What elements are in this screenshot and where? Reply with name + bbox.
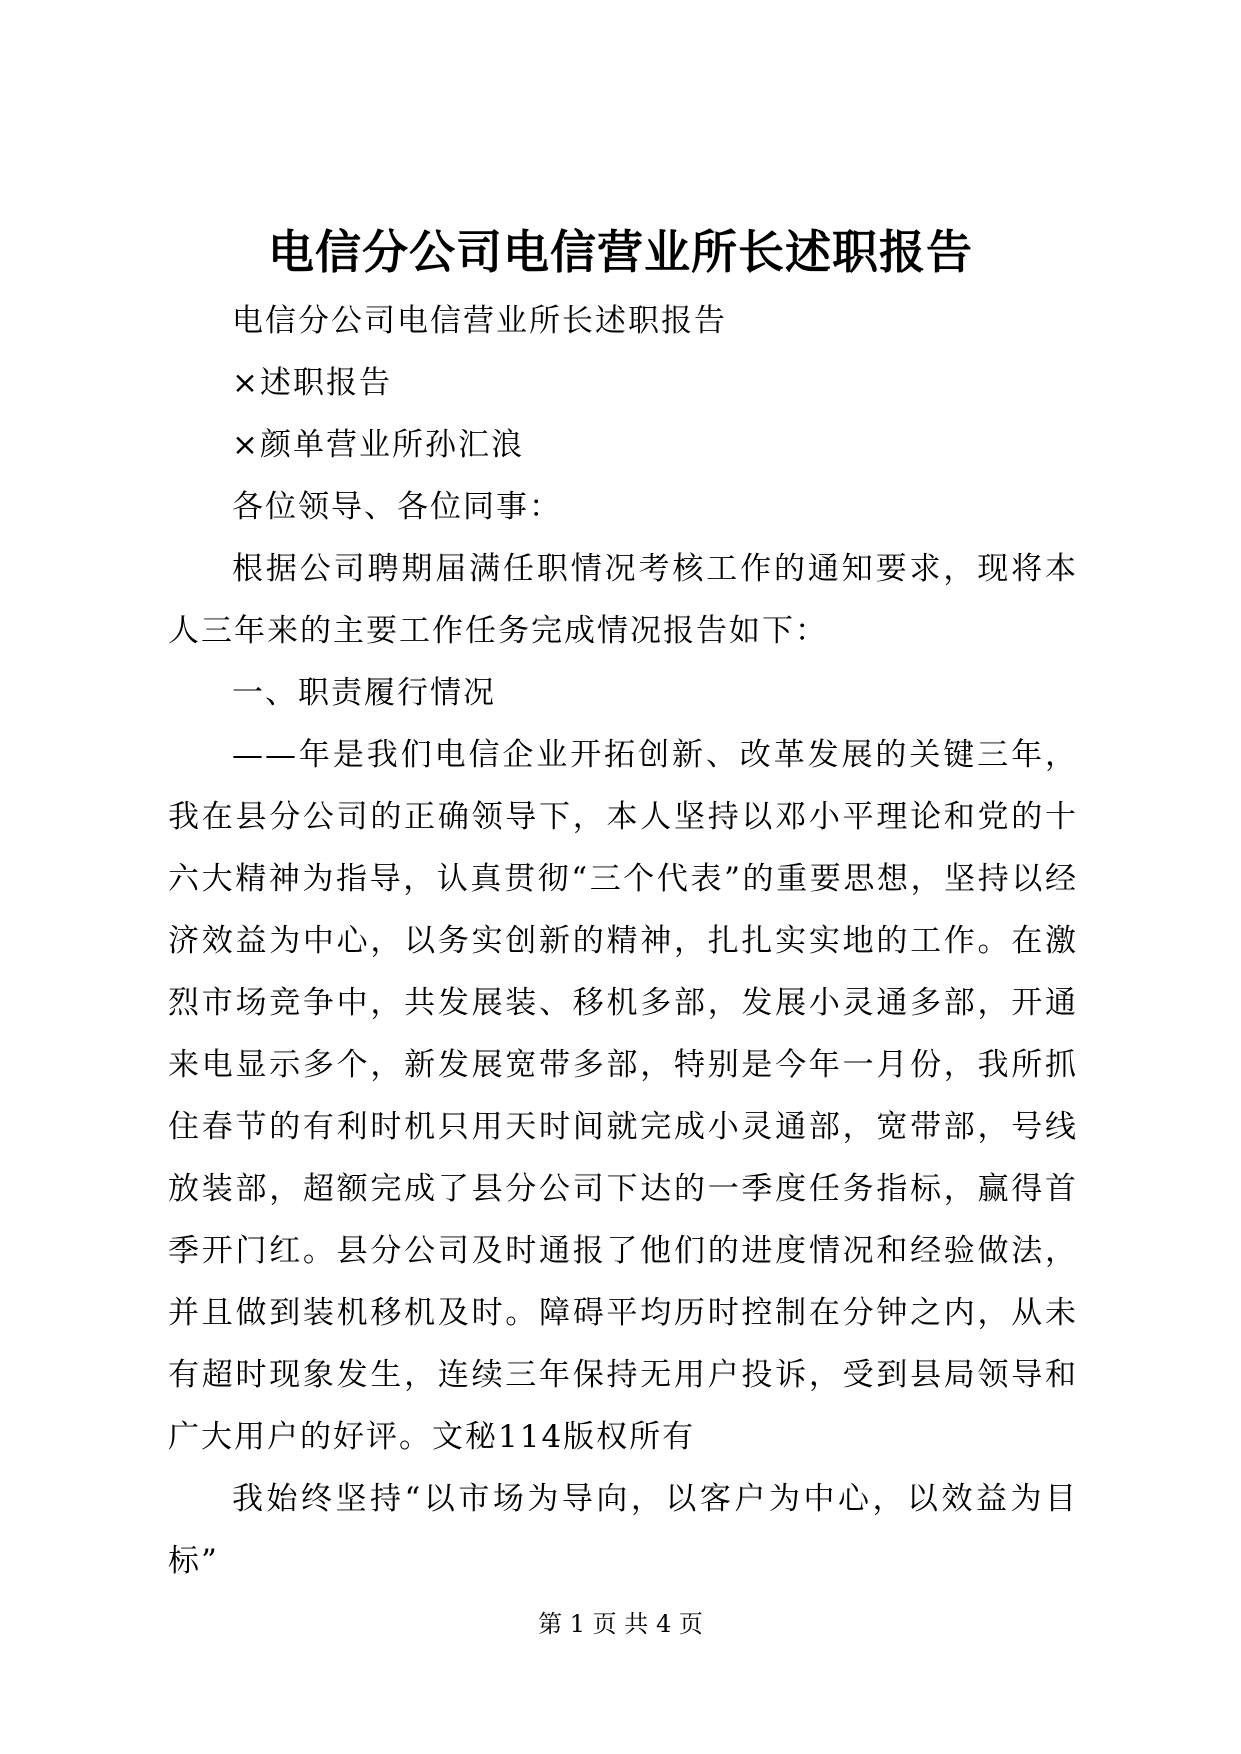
document-body bbox=[168, 290, 1078, 1592]
document-title: 电信分公司电信营业所长述职报告 bbox=[268, 225, 973, 279]
paragraph-intro: 根据公司聘期届满任职情况考核工作的通知要求，现将本人三年来的主要工作任务完成情况报告如下： bbox=[168, 551, 1078, 649]
paragraph-report-type: ×述职报告 bbox=[232, 365, 392, 401]
paragraph-subtitle: 电信分公司电信营业所长述职报告 bbox=[232, 303, 727, 339]
paragraph-section-heading: 一、职责履行情况 bbox=[232, 675, 496, 711]
paragraph-continuation: 我始终坚持“以市场为导向，以客户为中心，以效益为目标” bbox=[168, 1481, 1078, 1579]
paragraph-author: ×颜单营业所孙汇浪 bbox=[232, 427, 524, 463]
paragraph-salutation: 各位领导、各位同事： bbox=[232, 489, 562, 525]
page-footer: 第 1 页 共 4 页 bbox=[538, 1610, 703, 1638]
paragraph-main-body: ——年是我们电信企业开拓创新、改革发展的关键三年，我在县分公司的正确领导下，本人坚持以邓小平理论和党的十六大精神为指导，认真贯彻“三个代表”的重要思想，坚持以经济效益为中心，以务实创新的精神，扎扎实实地的工作。在激烈市场竞争中，共发展装、移机多部，发展小灵通多部，开通来电显示多个，新发展宽带多部，特别是今年一月份，我所抓住春节的有利时机只用天时间就完成小灵通部，宽带部，号线放装部，超额完成了县分公司下达的一季度任务指标，赢得首季开门红。县分公司及时通报了他们的进度情况和经验做法，并且做到装机移机及时。障碍平均历时控制在分钟之内，从未有超时现象发生，连续三年保持无用户投诉，受到县局领导和广大用户的好评。文秘114版权所有 bbox=[168, 737, 1078, 1455]
